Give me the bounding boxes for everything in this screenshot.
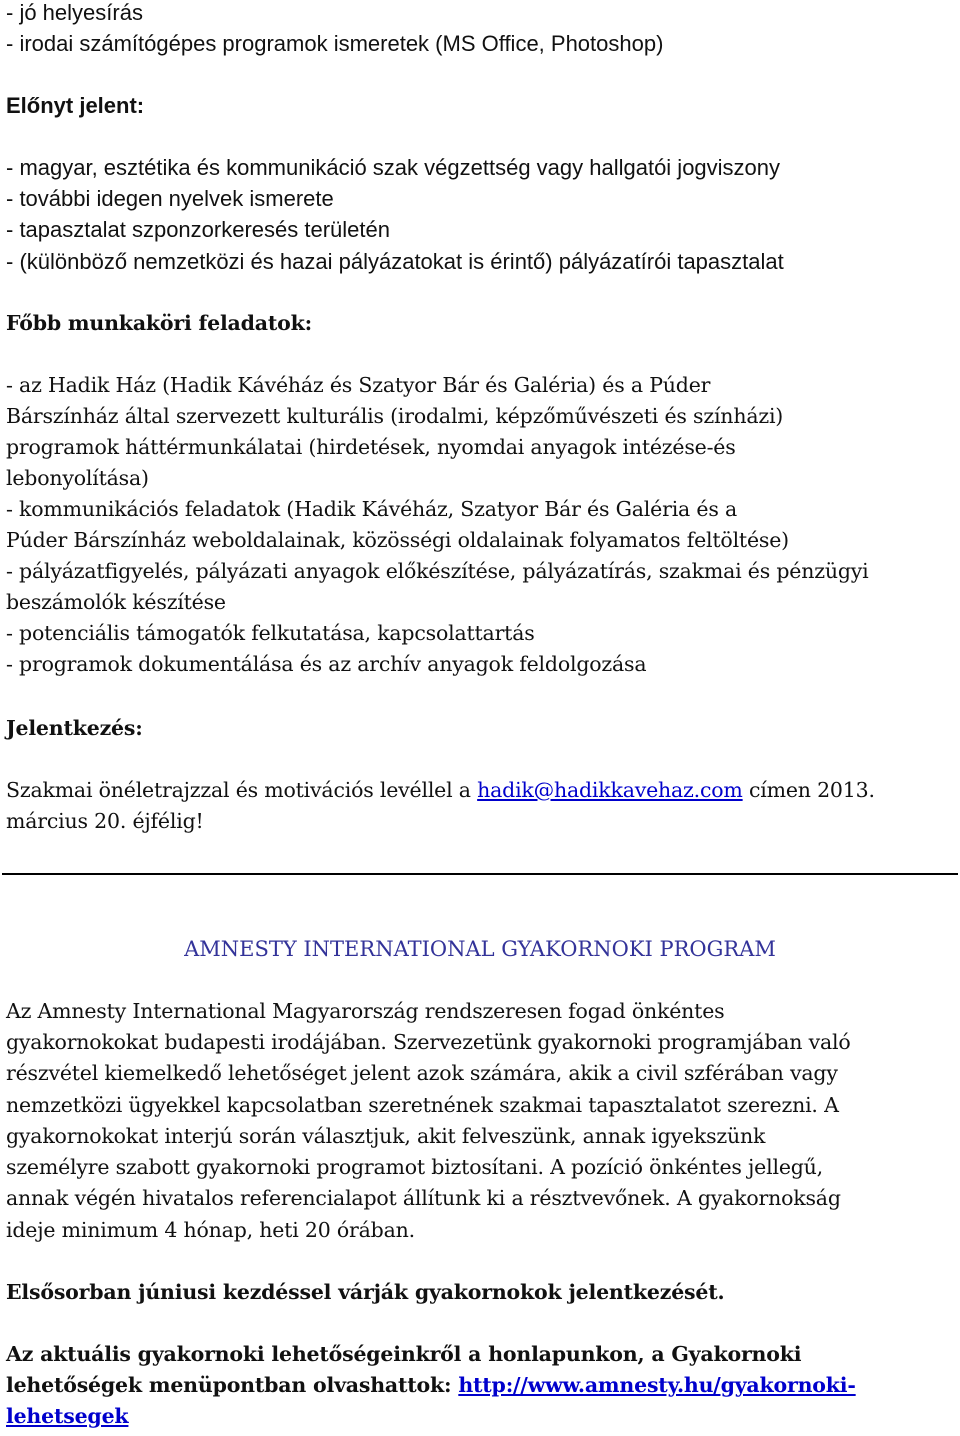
application-deadline: március 20. éjfélig! (6, 809, 204, 833)
amnesty-notice: Elsősorban júniusi kezdéssel várják gyakornokok jelentkezését. (6, 1280, 725, 1304)
amnesty-more-info: Az aktuális gyakornoki lehetőségeinkről a honlapunkon, a Gyakornoki (6, 1342, 802, 1366)
task-line: Bárszínház által szervezett kulturális (irodalmi, képzőművészeti és színházi) (6, 404, 784, 428)
amnesty-body-line: annak végén hivatalos referencialapot állítunk ki a résztvevőnek. A gyakornokság (6, 1186, 841, 1210)
amnesty-body-line: ideje minimum 4 hónap, heti 20 órában. (6, 1218, 415, 1242)
amnesty-body-line: Az Amnesty International Magyarország rendszeresen fogad önkéntes (6, 999, 725, 1023)
amnesty-link-continued (6, 1406, 128, 1427)
task-line: - az Hadik Ház (Hadik Kávéház és Szatyor Bár és Galéria) és a Púder (6, 373, 711, 397)
task-line: - pályázatfigyelés, pályázati anyagok előkészítése, pályázatírás, szakmai és pénzügyi (6, 559, 869, 583)
application-text: Szakmai önéletrajzzal és motivációs levéllel a (6, 778, 478, 802)
task-line: - potenciális támogatók felkutatása, kapcsolattartás (6, 621, 535, 645)
amnesty-body-line: részvétel kiemelkedő lehetőséget jelent azok számára, akik a civil szférában vagy (6, 1061, 838, 1085)
advantage-item: - magyar, esztétika és kommunikáció szak végzettség vagy hallgatói jogviszony (6, 155, 781, 180)
tasks-heading: Főbb munkaköri feladatok: (6, 311, 312, 335)
email-link[interactable]: hadik@hadikkavehaz.com (477, 778, 743, 802)
amnesty-link[interactable]: http://www.amnesty.hu/gyakornoki- (458, 1373, 856, 1397)
task-line: - programok dokumentálása és az archív anyagok feldolgozása (6, 652, 647, 676)
amnesty-body-line: személyre szabott gyakornoki programot biztosítani. A pozíció önkéntes jellegű, (6, 1155, 823, 1179)
application-heading: Jelentkezés: (6, 716, 143, 740)
amnesty-body-line: nemzetközi ügyekkel kapcsolatban szeretnének szakmai tapasztalatot szerezni. A (6, 1093, 839, 1117)
task-line: lebonyolítása) (6, 466, 149, 490)
application-text: címen 2013. (742, 778, 875, 802)
application-line (6, 780, 875, 801)
amnesty-link[interactable]: lehetsegek (6, 1404, 129, 1428)
amnesty-title: AMNESTY INTERNATIONAL GYAKORNOKI PROGRAM (184, 937, 776, 961)
amnesty-body-line: gyakornokokat budapesti irodájában. Szervezetünk gyakornoki programjában való (6, 1030, 851, 1054)
requirement-item: - jó helyesírás (6, 0, 143, 25)
amnesty-more-info (6, 1375, 856, 1396)
amnesty-body-line: gyakornokokat interjú során választjuk, akit felveszünk, annak igyekszünk (6, 1124, 766, 1148)
section-divider (2, 873, 958, 875)
advantage-item: - további idegen nyelvek ismerete (6, 186, 334, 211)
amnesty-more-info-text: lehetőségek menüpontban olvashattok: (6, 1373, 459, 1397)
task-line: Púder Bárszínház weboldalainak, közösségi oldalainak folyamatos feltöltése) (6, 528, 789, 552)
task-line: programok háttérmunkálatai (hirdetések, nyomdai anyagok intézése-és (6, 435, 736, 459)
requirement-item: - irodai számítógépes programok ismeretek (MS Office, Photoshop) (6, 31, 664, 56)
advantage-item: - (különböző nemzetközi és hazai pályázatokat is érintő) pályázatírói tapasztalat (6, 249, 784, 274)
task-line: - kommunikációs feladatok (Hadik Kávéház, Szatyor Bár és Galéria és a (6, 497, 737, 521)
task-line: beszámolók készítése (6, 590, 226, 614)
advantage-heading: Előnyt jelent: (6, 93, 145, 118)
advantage-item: - tapasztalat szponzorkeresés területén (6, 217, 390, 242)
